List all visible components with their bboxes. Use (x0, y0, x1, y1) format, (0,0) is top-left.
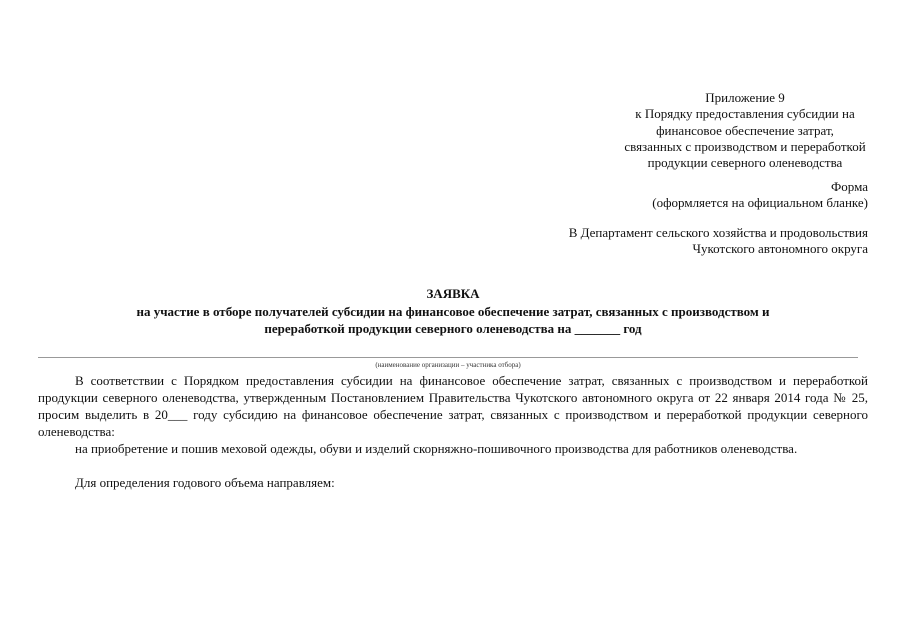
organization-name-field[interactable] (38, 357, 858, 358)
form-label-block (652, 179, 868, 211)
annex-line: финансовое обеспечение затрат, (656, 122, 834, 138)
title-subtitle: переработкой продукции северного оленеводства на _______ год (264, 321, 642, 336)
recipient-line: Чукотского автономного округа (692, 241, 868, 256)
organization-field-caption: (наименование организации – участника отбора) (375, 361, 521, 369)
form-label: Форма (831, 179, 868, 194)
body-paragraph: на приобретение и пошив меховой одежды, обуви и изделий скорняжно-пошивочного производства для работников оленеводства. (75, 441, 798, 456)
annex-line: к Порядку предоставления субсидии на (635, 106, 855, 122)
document-body (38, 372, 868, 491)
annex-line: продукции северного оленеводства (647, 155, 843, 171)
annex-line: Приложение 9 (705, 90, 785, 105)
title-heading: ЗАЯВКА (426, 286, 480, 301)
recipient-line: В Департамент сельского хозяйства и продовольствия (568, 225, 868, 240)
recipient-block (569, 225, 868, 257)
title-subtitle: на участие в отборе получателей субсидии на финансовое обеспечение затрат, связанных с производством и (136, 303, 770, 319)
annex-header (615, 90, 875, 171)
body-paragraph: Для определения годового объема направляем: (75, 475, 335, 490)
annex-line: связанных с производством и переработкой (624, 138, 866, 154)
body-paragraph: В соответствии с Порядком предоставления субсидии на финансовое обеспечение затрат, связанных с производством и переработкой продукции северного оленеводства, утвержденным Постановлением Правительства Чукотского автономного округа от 22 января 2014 года № 25, просим выделить в 20___ году субсидию на финансовое обеспечение затрат, связанных с производством и переработкой продукции северного оленеводства: (38, 373, 868, 439)
document-title (38, 285, 868, 338)
form-note: (оформляется на официальном бланке) (652, 195, 868, 210)
